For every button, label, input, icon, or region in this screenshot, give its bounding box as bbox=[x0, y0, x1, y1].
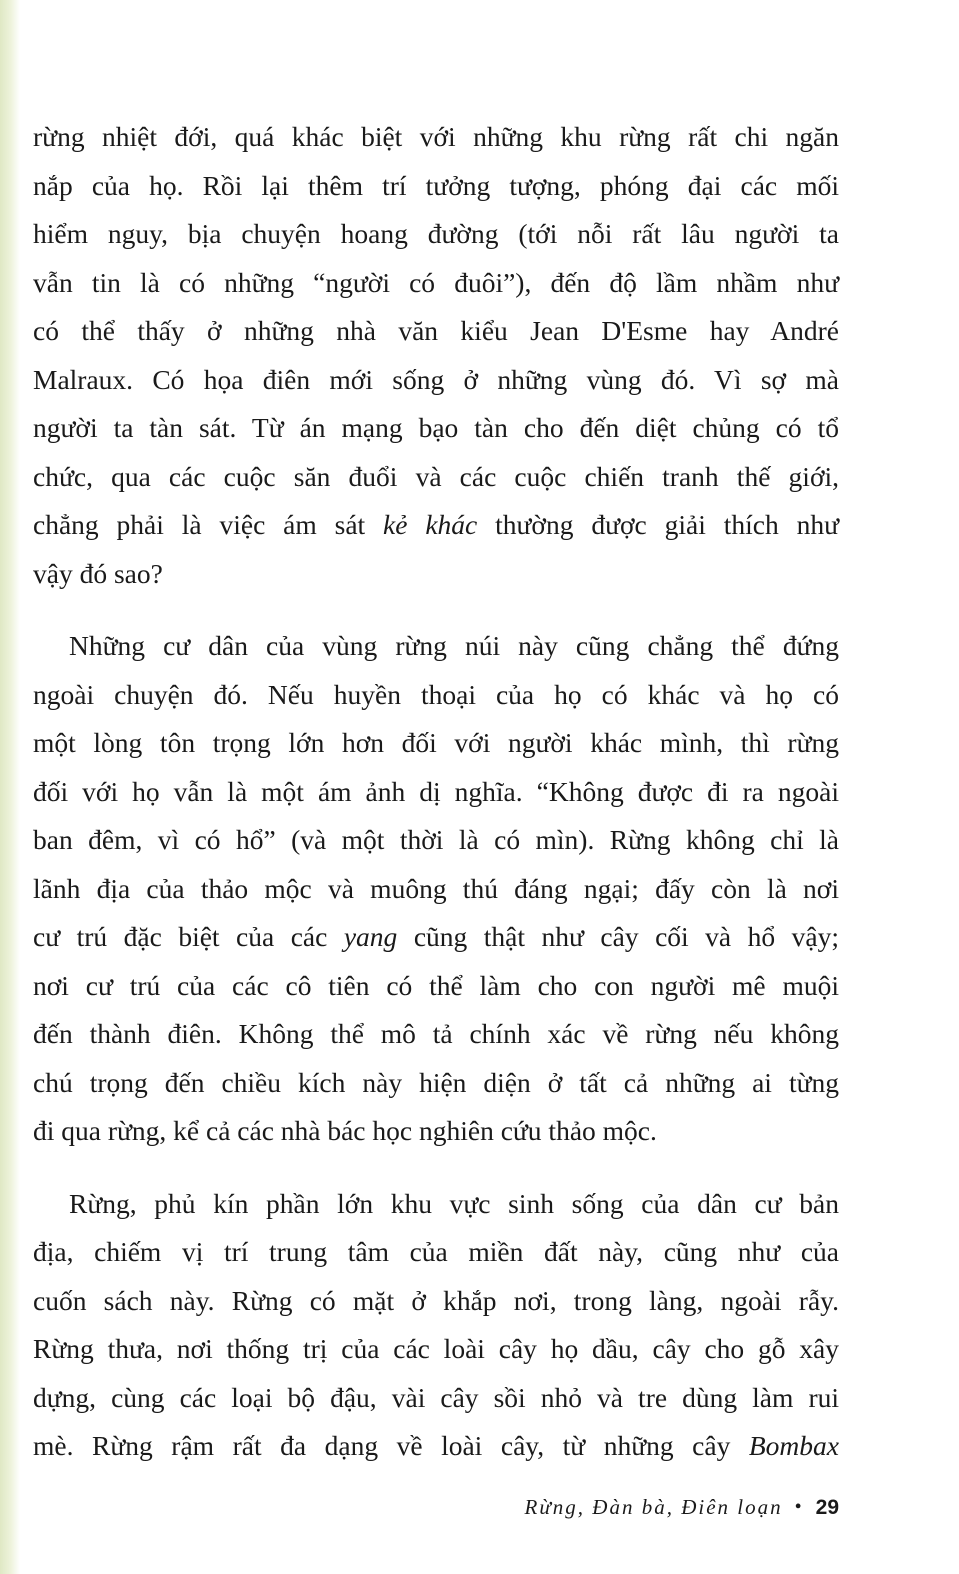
page-body bbox=[33, 113, 839, 1471]
text-line: lãnh địa của thảo mộc và muông thú đáng ngại; đấy còn là nơi bbox=[33, 872, 839, 904]
text-line: có thể thấy ở những nhà văn kiểu Jean D'Esme hay André bbox=[33, 315, 839, 346]
page-number: 29 bbox=[815, 1496, 839, 1519]
text-line: đi qua rừng, kể cả các nhà bác học nghiên cứu thảo mộc. bbox=[33, 1115, 657, 1146]
paragraph-1 bbox=[33, 113, 839, 598]
text-line bbox=[33, 501, 839, 550]
text-line: hiểm nguy, bịa chuyện hoang đường (tới nỗi rất lâu người ta bbox=[33, 218, 839, 249]
text-line: địa, chiếm vị trí trung tâm của miền đất này, cũng như của bbox=[33, 1236, 839, 1267]
text-line: nơi cư trú của các cô tiên có thể làm cho con người mê muội bbox=[33, 969, 839, 1001]
text-run: mè. Rừng rậm rất đa dạng về loài cây, từ những cây bbox=[33, 1430, 749, 1461]
text-run: cư trú đặc biệt của các bbox=[33, 921, 344, 952]
text-line: ban đêm, vì có hổ” (và một thời là có mìn). Rừng không chỉ là bbox=[33, 824, 839, 855]
text-line: rừng nhiệt đới, quá khác biệt với những khu rừng rất chi ngăn bbox=[33, 121, 839, 152]
text-run: chẳng phải là việc ám sát bbox=[33, 509, 384, 540]
paragraph-3 bbox=[33, 1180, 839, 1471]
text-line: nắp của họ. Rồi lại thêm trí tưởng tượng, phóng đại các mối bbox=[33, 169, 839, 201]
text-line: Malraux. Có họa điên mới sống ở những vùng đó. Vì sợ mà bbox=[33, 363, 839, 395]
text-line: đến thành điên. Không thể mô tả chính xác về rừng nếu không bbox=[33, 1018, 839, 1049]
italic-term: kẻ khác bbox=[383, 509, 478, 540]
text-line: ngoài chuyện đó. Nếu huyền thoại của họ có khác và họ có bbox=[33, 678, 839, 710]
text-line: Rừng thưa, nơi thống trị của các loài cây họ dầu, cây cho gỗ xây bbox=[33, 1333, 839, 1364]
text-line bbox=[33, 1422, 839, 1471]
text-run: thường được giải thích như bbox=[477, 509, 839, 540]
text-line bbox=[33, 913, 839, 962]
bullet-separator: • bbox=[794, 1496, 802, 1518]
text-run: cũng thật như cây cối và hổ vậy; bbox=[397, 921, 839, 952]
text-line: Những cư dân của vùng rừng núi này cũng chẳng thể đứng bbox=[69, 630, 839, 661]
page-edge-strip bbox=[0, 0, 20, 1574]
italic-term: yang bbox=[343, 921, 398, 952]
italic-term: Bombax bbox=[748, 1430, 839, 1461]
text-line: vẫn tin là có những “người có đuôi”), đến độ lầm nhầm như bbox=[33, 266, 839, 298]
running-title: Rừng, Đàn bà, Điên loạn bbox=[524, 1495, 783, 1519]
text-line: người ta tàn sát. Từ án mạng bạo tàn cho đến diệt chủng có tổ bbox=[33, 412, 839, 443]
text-line: đối với họ vẫn là một ám ảnh dị nghĩa. “Không được đi ra ngoài bbox=[33, 775, 839, 807]
text-line: một lòng tôn trọng lớn hơn đối với người khác mình, thì rừng bbox=[33, 727, 839, 758]
text-line: cuốn sách này. Rừng có mặt ở khắp nơi, trong làng, ngoài rẫy. bbox=[33, 1284, 839, 1316]
text-line: dựng, cùng các loại bộ đậu, vài cây sồi nhỏ và tre dùng làm rui bbox=[33, 1381, 839, 1413]
text-line: chức, qua các cuộc săn đuổi và các cuộc chiến tranh thế giới, bbox=[33, 460, 839, 492]
text-line: vậy đó sao? bbox=[33, 557, 163, 589]
page-footer bbox=[33, 1495, 839, 1520]
text-line: Rừng, phủ kín phần lớn khu vực sinh sống của dân cư bản bbox=[69, 1187, 839, 1219]
text-line: chú trọng đến chiều kích này hiện diện ở tất cả những ai từng bbox=[33, 1066, 839, 1098]
paragraph-2 bbox=[33, 622, 839, 1156]
